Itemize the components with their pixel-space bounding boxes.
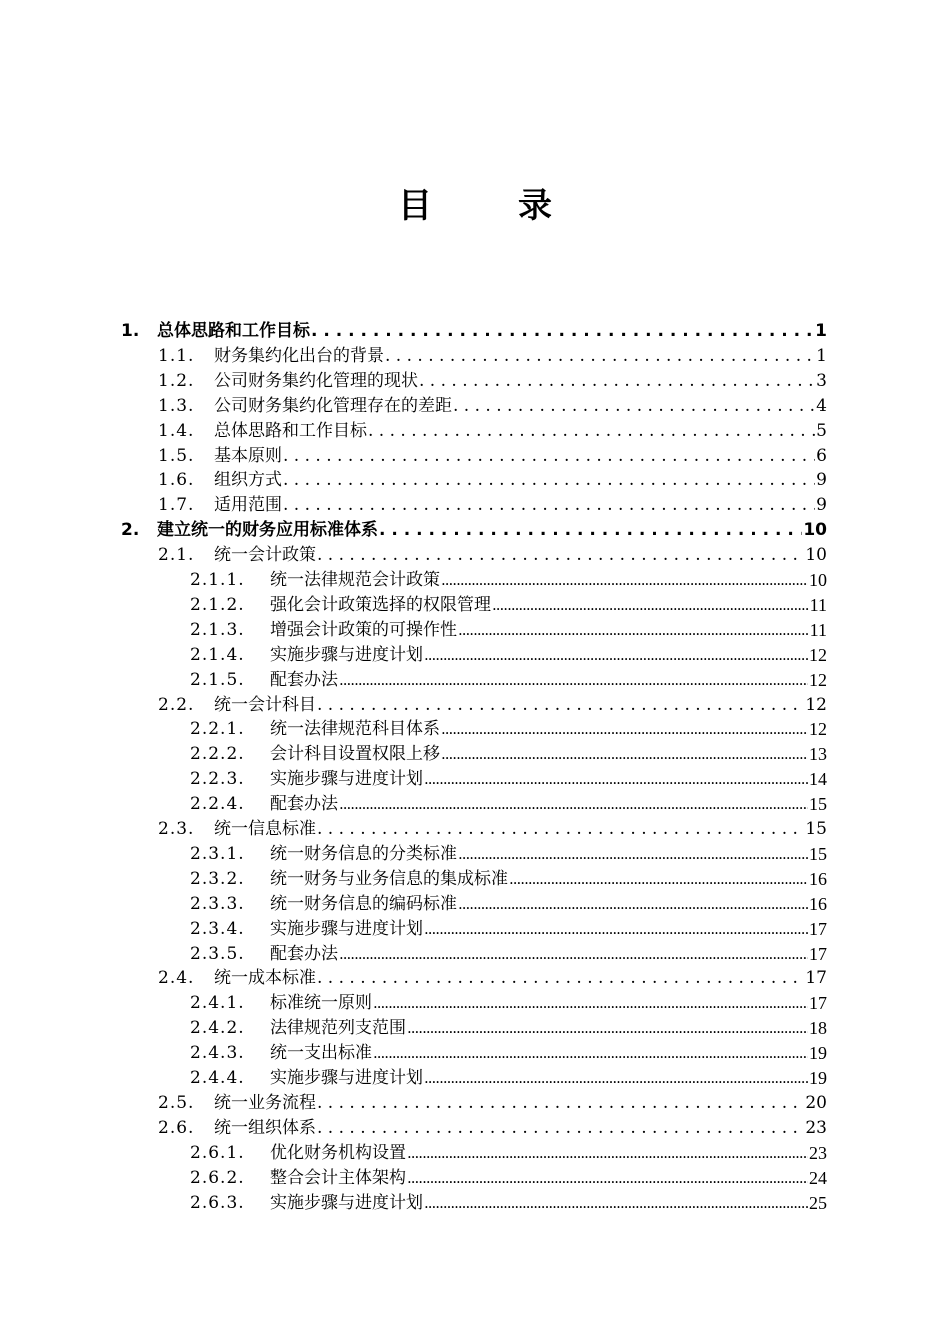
toc-entry-page: 11 — [809, 594, 827, 615]
toc-entry-title: 优化财务机构设置 — [270, 1142, 406, 1163]
toc-entry[interactable] — [190, 643, 827, 668]
toc-entry-title: 公司财务集约化管理的现状 — [214, 370, 418, 391]
toc-entry-title: 财务集约化出台的背景 — [214, 345, 384, 366]
toc-entry-page: 12 — [805, 694, 827, 715]
toc-entry-page: 11 — [809, 619, 827, 640]
toc-entry-title: 标准统一原则 — [270, 993, 372, 1014]
toc-entry-number: 1.1. — [158, 345, 195, 366]
toc-leader-dots — [458, 618, 809, 643]
toc-entry-number: 1.3. — [158, 395, 195, 416]
toc-leader-dots — [424, 643, 808, 668]
toc-entry-page: 17 — [809, 918, 827, 939]
toc-entry-number: 1.4. — [158, 420, 195, 441]
toc-entry-number: 2.1.2. — [190, 594, 245, 615]
toc-entry[interactable] — [190, 717, 827, 742]
toc-entry[interactable] — [158, 468, 827, 493]
toc-entry-title: 统一财务信息的编码标准 — [270, 893, 457, 914]
toc-leader-dots — [424, 1066, 808, 1091]
toc-entry-title: 总体思路和工作目标 — [214, 420, 367, 441]
toc-entry[interactable] — [158, 419, 827, 444]
toc-entry-page: 14 — [809, 769, 827, 790]
toc-entry-title: 实施步骤与进度计划 — [270, 918, 423, 939]
toc-leader-dots — [458, 842, 808, 867]
toc-entry-title: 统一会计政策 — [214, 545, 316, 566]
toc-entry[interactable] — [190, 767, 827, 792]
toc-leader-dots — [368, 419, 815, 444]
toc-leader-dots — [419, 369, 815, 394]
toc-leader-dots — [317, 543, 804, 568]
toc-entry[interactable] — [121, 518, 827, 543]
toc-leader-dots — [317, 1116, 804, 1141]
toc-entry[interactable] — [158, 369, 827, 394]
toc-entry-page: 15 — [805, 819, 827, 839]
toc-entry-page: 25 — [809, 1192, 827, 1213]
toc-entry-page: 17 — [809, 943, 827, 964]
toc-entry-page: 19 — [809, 1043, 827, 1064]
toc-entry-page: 9 — [816, 495, 827, 516]
toc-entry-title: 统一财务与业务信息的集成标准 — [270, 868, 508, 889]
toc-leader-dots — [317, 966, 804, 991]
toc-entry-number: 2.1. — [158, 545, 195, 566]
toc-entry-number: 2.3.4. — [190, 918, 245, 939]
toc-entry-title: 配套办法 — [270, 943, 338, 964]
toc-entry[interactable] — [158, 344, 827, 369]
toc-entry-page: 18 — [809, 1018, 827, 1039]
toc-entry[interactable] — [158, 966, 827, 991]
toc-entry-page: 24 — [809, 1167, 827, 1188]
toc-entry[interactable] — [190, 742, 827, 767]
toc-entry-number: 2.2. — [158, 694, 195, 715]
toc-entry-title: 公司财务集约化管理存在的差距 — [214, 395, 452, 416]
toc-leader-dots — [317, 693, 804, 718]
toc-entry-page: 20 — [805, 1092, 827, 1113]
toc-entry-number: 2.2.2. — [190, 744, 245, 765]
toc-leader-dots — [453, 394, 815, 419]
toc-entry-page: 16 — [809, 893, 827, 914]
toc-entry[interactable] — [190, 668, 827, 693]
toc-leader-dots — [339, 942, 808, 967]
toc-entry-page: 23 — [809, 1142, 827, 1163]
toc-entry-number: 2.6.3. — [190, 1192, 245, 1213]
toc-entry[interactable] — [190, 1191, 827, 1216]
toc-entry-number: 2. — [121, 520, 140, 541]
toc-entry-title: 法律规范列支范围 — [270, 1018, 406, 1039]
toc-leader-dots — [441, 742, 808, 767]
toc-leader-dots — [379, 518, 802, 543]
toc-entry-title: 基本原则 — [214, 445, 282, 466]
toc-entry-number: 2.1.1. — [190, 570, 245, 590]
toc-entry[interactable] — [158, 493, 827, 518]
toc-entry-title: 配套办法 — [270, 794, 338, 815]
toc-entry-page: 9 — [816, 470, 827, 491]
toc-entry[interactable] — [190, 892, 827, 917]
toc-entry[interactable] — [158, 1091, 827, 1116]
toc-entry-page: 16 — [809, 868, 827, 889]
toc-entry-title: 组织方式 — [214, 470, 282, 491]
toc-entry-number: 2.6.2. — [190, 1167, 245, 1188]
toc-leader-dots — [283, 444, 815, 469]
toc-entry-number: 1.5. — [158, 445, 195, 466]
toc-entry-title: 统一法律规范科目体系 — [270, 719, 440, 740]
toc-entry-title: 统一业务流程 — [214, 1092, 316, 1113]
toc-leader-dots — [373, 1041, 808, 1066]
toc-entry[interactable] — [158, 693, 827, 718]
toc-entry-title: 统一法律规范会计政策 — [270, 570, 440, 590]
toc-leader-dots — [385, 344, 815, 369]
toc-entry-page: 23 — [805, 1117, 827, 1138]
toc-leader-dots — [339, 668, 808, 693]
toc-entry-number: 2.3.3. — [190, 893, 245, 914]
toc-entry[interactable] — [190, 568, 827, 593]
toc-leader-dots — [424, 767, 808, 792]
toc-entry-title: 统一信息标准 — [214, 819, 316, 839]
toc-entry[interactable] — [158, 444, 827, 469]
toc-entry-number: 2.3.5. — [190, 943, 245, 964]
toc-entry-number: 1. — [121, 321, 140, 341]
toc-entry-number: 2.4. — [158, 968, 195, 989]
toc-leader-dots — [424, 1191, 808, 1216]
toc-leader-dots — [373, 991, 808, 1016]
toc-entry-title: 强化会计政策选择的权限管理 — [270, 594, 491, 615]
toc-entry[interactable] — [158, 1116, 827, 1141]
toc-entry-title: 实施步骤与进度计划 — [270, 769, 423, 790]
toc-entry-title: 会计科目设置权限上移 — [270, 744, 440, 765]
toc-entry-number: 2.2.4. — [190, 794, 245, 815]
toc-leader-dots — [407, 1016, 808, 1041]
toc-entry-number: 2.1.5. — [190, 669, 245, 690]
toc-entry-title: 配套办法 — [270, 669, 338, 690]
toc-entry-title: 总体思路和工作目标 — [157, 321, 310, 341]
toc-entry[interactable] — [190, 1066, 827, 1091]
toc-entry-title: 统一组织体系 — [214, 1117, 316, 1138]
toc-entry[interactable] — [190, 917, 827, 942]
toc-entry-title: 建立统一的财务应用标准体系 — [157, 520, 378, 541]
toc-entry-number: 2.6.1. — [190, 1142, 245, 1163]
toc-entry-number: 1.6. — [158, 470, 195, 491]
toc-leader-dots — [407, 1141, 808, 1166]
page-title: 目 录 — [398, 186, 578, 226]
toc-leader-dots — [311, 319, 814, 344]
toc-leader-dots — [283, 493, 815, 518]
toc-entry-title: 统一支出标准 — [270, 1043, 372, 1064]
toc-entry-title: 实施步骤与进度计划 — [270, 1192, 423, 1213]
toc-entry-page: 12 — [809, 669, 827, 690]
toc-entry-number: 2.4.2. — [190, 1018, 245, 1039]
toc-entry-title: 统一会计科目 — [214, 694, 316, 715]
toc-leader-dots — [441, 568, 808, 593]
toc-entry-page: 10 — [803, 520, 827, 541]
toc-entry-page: 12 — [809, 719, 827, 740]
toc-entry-number: 2.3.2. — [190, 868, 245, 889]
toc-entry[interactable] — [190, 1166, 827, 1191]
toc-entry-page: 15 — [809, 794, 827, 815]
toc-entry-page: 15 — [809, 843, 827, 864]
toc-entry-title: 适用范围 — [214, 495, 282, 516]
toc-entry-page: 10 — [809, 570, 827, 590]
toc-entry-number: 2.5. — [158, 1092, 195, 1113]
toc-entry[interactable] — [190, 618, 827, 643]
toc-entry-number: 2.1.3. — [190, 619, 245, 640]
toc-entry-number: 2.2.1. — [190, 719, 245, 740]
toc-leader-dots — [317, 817, 804, 842]
toc-entry-number: 2.4.4. — [190, 1068, 245, 1088]
toc-entry[interactable] — [158, 543, 827, 568]
toc-entry[interactable] — [190, 1041, 827, 1066]
toc-entry-page: 13 — [809, 744, 827, 765]
toc-leader-dots — [317, 1091, 804, 1116]
toc-entry-title: 实施步骤与进度计划 — [270, 1068, 423, 1088]
toc-entry-number: 2.3.1. — [190, 843, 245, 864]
toc-entry-number: 2.4.3. — [190, 1043, 245, 1064]
toc-entry-number: 2.6. — [158, 1117, 195, 1138]
toc-leader-dots — [441, 717, 808, 742]
toc-entry-page: 10 — [805, 545, 827, 566]
toc-entry-page: 17 — [809, 993, 827, 1014]
toc-entry[interactable] — [190, 792, 827, 817]
toc-leader-dots — [407, 1166, 808, 1191]
toc-entry-number: 2.4.1. — [190, 993, 245, 1014]
toc-entry-page: 3 — [816, 370, 827, 391]
toc-leader-dots — [492, 593, 809, 618]
toc-entry[interactable] — [158, 817, 827, 842]
toc-entry[interactable] — [190, 1016, 827, 1041]
toc-entry-title: 统一财务信息的分类标准 — [270, 843, 457, 864]
toc-entry[interactable] — [190, 1141, 827, 1166]
toc-entry-number: 1.7. — [158, 495, 195, 516]
toc-entry[interactable] — [190, 593, 827, 618]
toc-entry-page: 19 — [809, 1068, 827, 1088]
toc-entry-title: 统一成本标准 — [214, 968, 316, 989]
toc-entry-title: 实施步骤与进度计划 — [270, 644, 423, 665]
toc-leader-dots — [458, 892, 808, 917]
toc-entry-page: 12 — [809, 644, 827, 665]
toc-entry-page: 17 — [805, 968, 827, 989]
toc-entry-title: 整合会计主体架构 — [270, 1167, 406, 1188]
toc-entry[interactable] — [190, 867, 827, 892]
toc-entry-page: 1 — [816, 345, 827, 366]
toc-entry-page: 5 — [816, 420, 827, 441]
toc-entry-page: 4 — [816, 395, 827, 416]
toc-entry-number: 2.3. — [158, 819, 195, 839]
toc-entry[interactable] — [190, 842, 827, 867]
toc-entry[interactable] — [190, 991, 827, 1016]
toc-entry-page: 1 — [815, 321, 827, 341]
toc-entry-number: 1.2. — [158, 370, 195, 391]
toc-leader-dots — [424, 917, 808, 942]
toc-entry-number: 2.2.3. — [190, 769, 245, 790]
toc-entry-title: 增强会计政策的可操作性 — [270, 619, 457, 640]
toc-leader-dots — [339, 792, 808, 817]
toc-entry-number: 2.1.4. — [190, 644, 245, 665]
toc-leader-dots — [283, 468, 815, 493]
toc-leader-dots — [509, 867, 808, 892]
toc-entry[interactable] — [190, 942, 827, 967]
toc-entry[interactable] — [158, 394, 827, 419]
toc-entry[interactable] — [121, 319, 827, 344]
toc-entry-page: 6 — [816, 445, 827, 466]
